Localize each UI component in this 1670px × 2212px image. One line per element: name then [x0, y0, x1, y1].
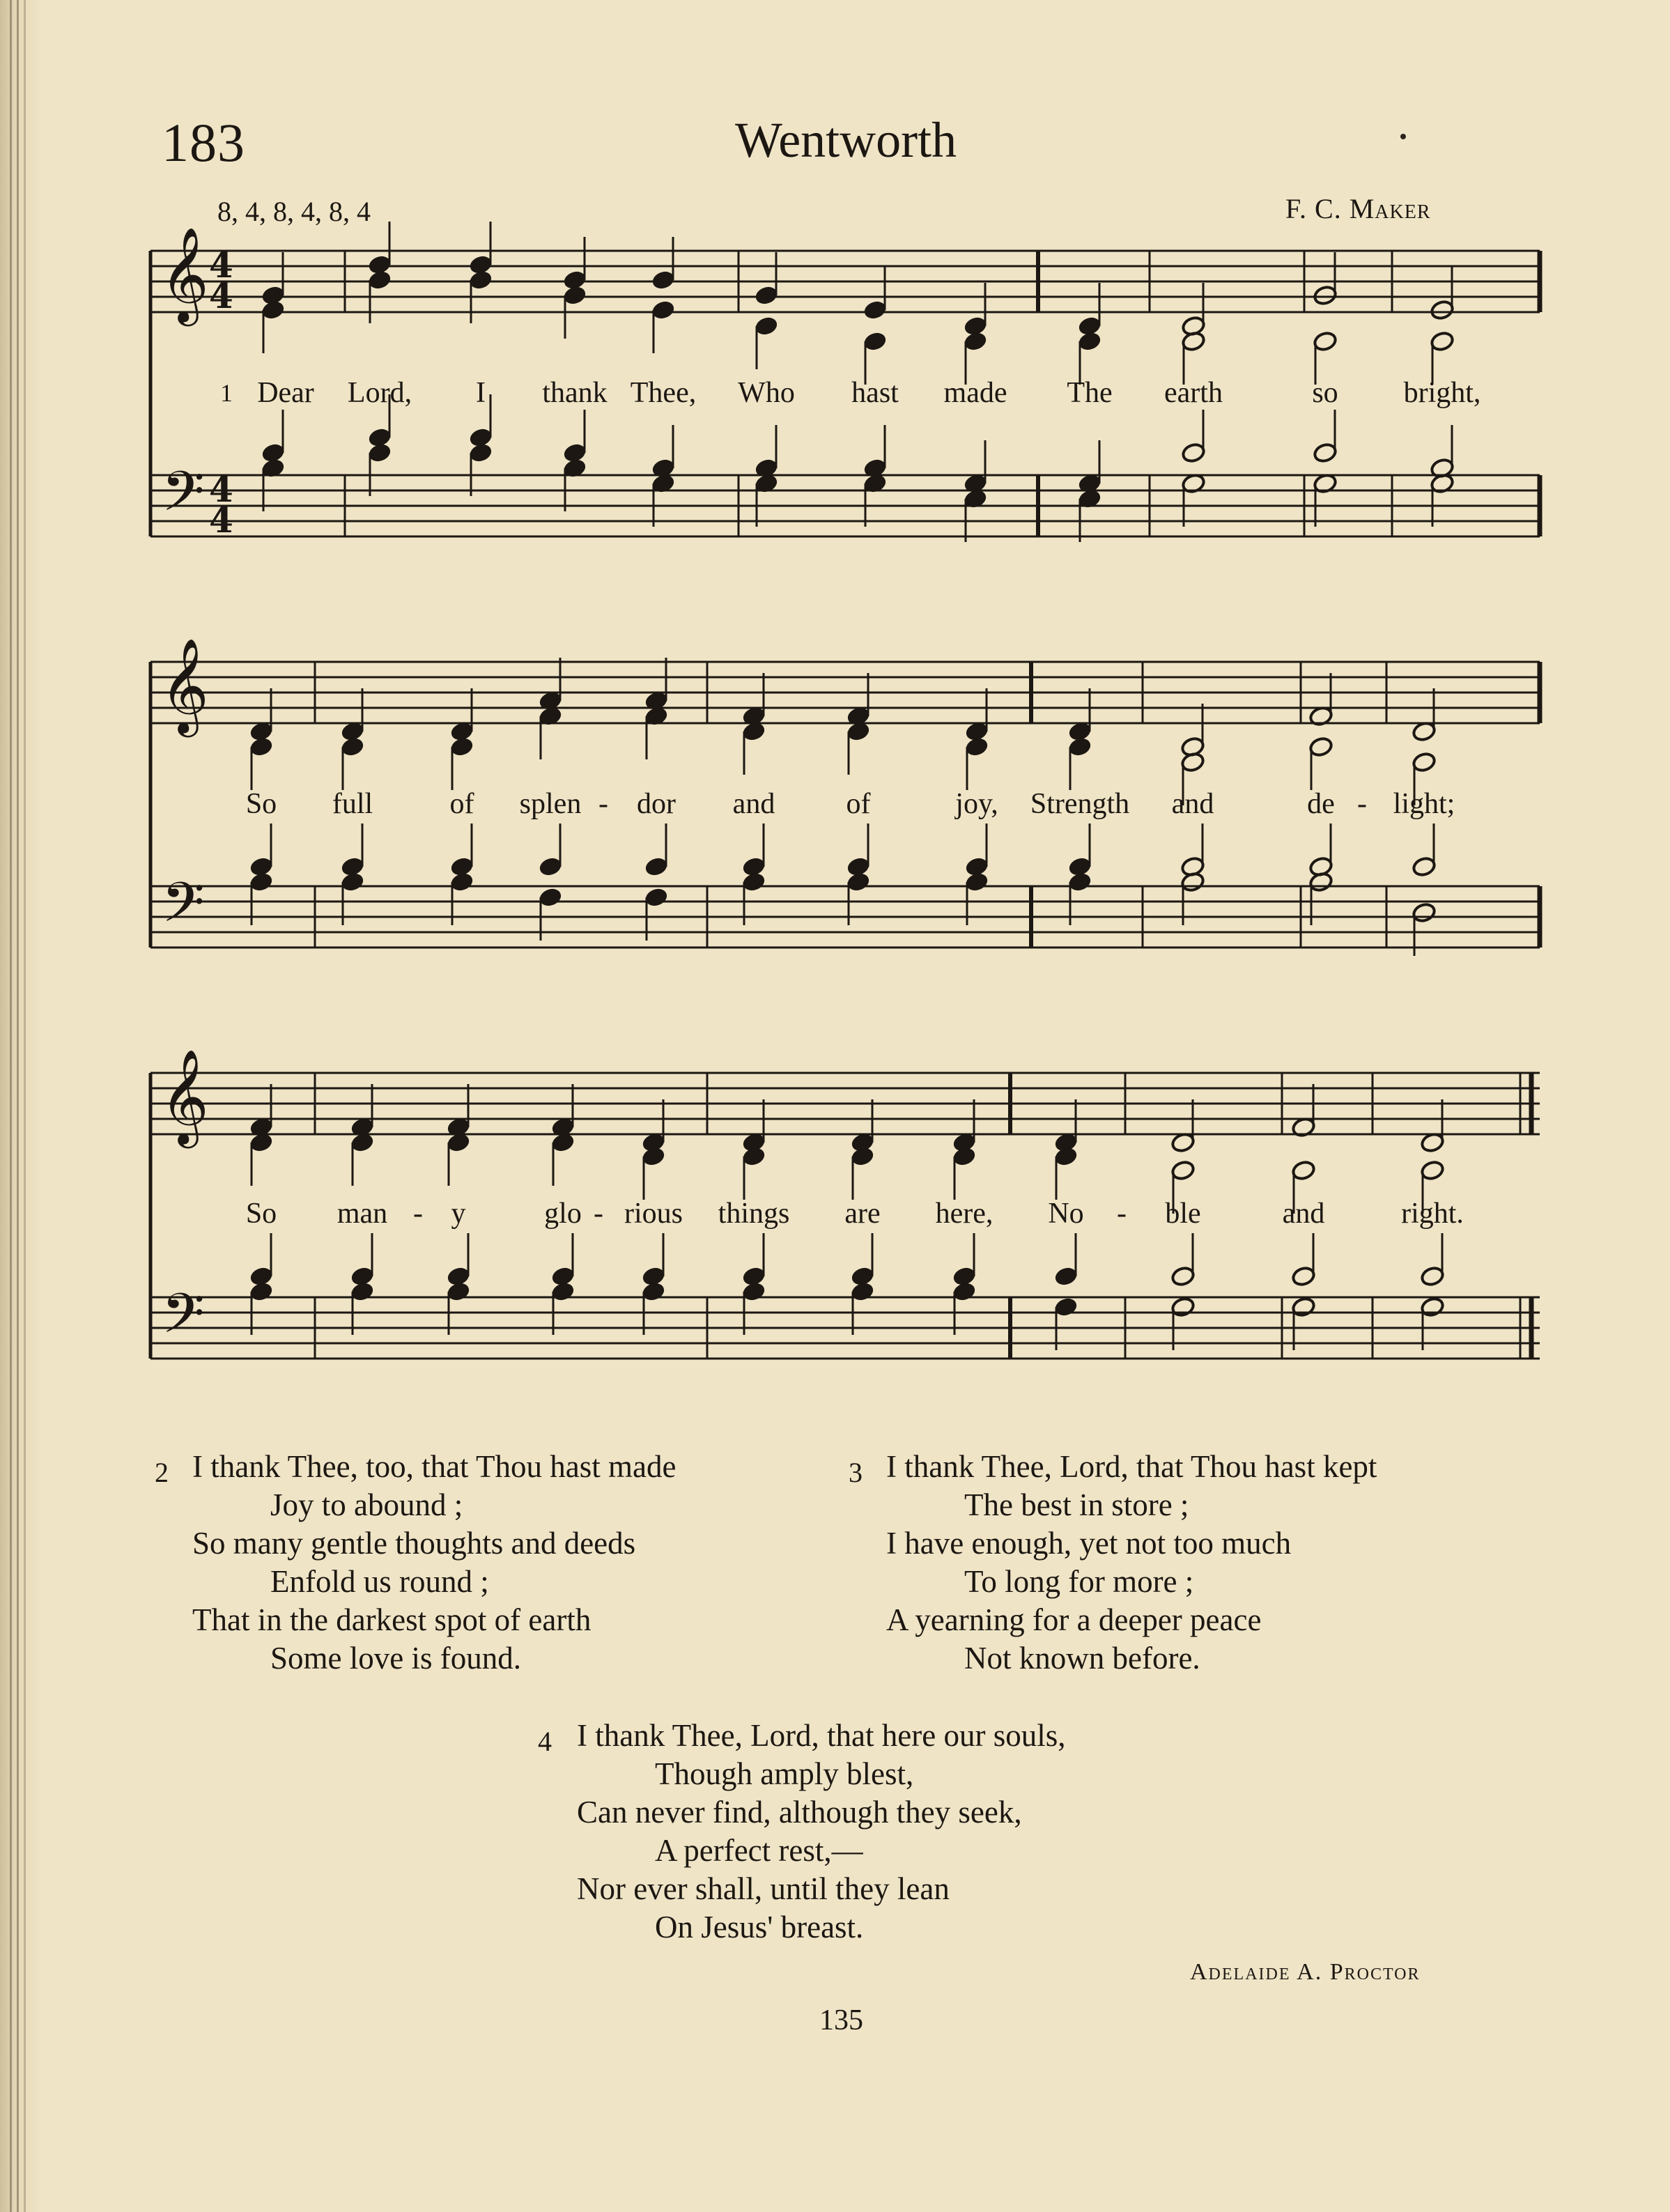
lyric-syllable: so	[1312, 377, 1338, 409]
lyric-syllable: y	[451, 1198, 466, 1230]
lyric-hyphen: -	[598, 788, 608, 820]
lyric-syllable: ble	[1165, 1198, 1201, 1230]
verse-line: To long for more ;	[964, 1564, 1194, 1599]
lyric-syllable: No	[1048, 1198, 1084, 1230]
lyric-syllable: de	[1307, 788, 1335, 820]
lyric-syllable: Strength	[1030, 788, 1130, 820]
lyric-syllable: bright,	[1403, 377, 1481, 409]
author-credit: Adelaide A. Proctor	[1190, 1959, 1421, 1985]
verse-line: Though amply blest,	[655, 1756, 914, 1791]
verse-number: 2	[155, 1457, 169, 1488]
lyric-syllable: and	[732, 788, 775, 820]
lyric-hyphen: -	[594, 1198, 603, 1230]
lyric-syllable: here,	[935, 1198, 994, 1230]
verse-3	[886, 1448, 1377, 1678]
lyric-syllable: thank	[542, 377, 608, 409]
verse-line: A perfect rest,—	[655, 1833, 863, 1868]
composer-credit: F. C. Maker	[1285, 193, 1431, 224]
lyric-syllable: glo	[544, 1198, 582, 1230]
verse-line: I thank Thee, Lord, that Thou hast kept	[886, 1449, 1377, 1484]
lyric-hyphen: -	[1117, 1198, 1127, 1230]
bass-clef: 𝄢	[162, 870, 205, 948]
lyric-syllable: Who	[738, 377, 795, 409]
treble-clef: 𝄞	[160, 1048, 209, 1144]
verse-number: 3	[849, 1457, 863, 1488]
lyric-syllable: right.	[1401, 1198, 1464, 1230]
lyric-syllable: 1	[220, 379, 233, 407]
lyric-syllable: earth	[1164, 377, 1223, 409]
lyric-syllable: Thee,	[630, 377, 697, 409]
lyric-syllable: So	[245, 788, 277, 820]
verse-4	[577, 1717, 1065, 1947]
lyric-syllable: things	[718, 1198, 790, 1230]
lyric-syllable: and	[1282, 1198, 1325, 1230]
lyric-syllable: The	[1067, 377, 1113, 409]
time-signature-digit: 4	[209, 245, 233, 286]
lyric-syllable: and	[1171, 788, 1214, 820]
verse-line: Nor ever shall, until they lean	[577, 1871, 950, 1906]
lyric-syllable: splen	[519, 788, 582, 820]
lyric-syllable: light;	[1393, 788, 1455, 820]
lyric-syllable: of	[449, 788, 474, 820]
time-signature-digit: 4	[209, 500, 233, 541]
lyric-syllable: are	[844, 1198, 881, 1230]
lyric-syllable: I	[476, 377, 486, 409]
verse-line: The best in store ;	[964, 1487, 1189, 1522]
bass-clef: 𝄢	[162, 459, 205, 537]
lyric-syllable: made	[943, 377, 1007, 409]
hymn-number: 183	[162, 112, 245, 173]
verse-line: I thank Thee, Lord, that here our souls,	[577, 1718, 1066, 1753]
lyric-hyphen: -	[413, 1198, 423, 1230]
verse-line: Can never find, although they seek,	[577, 1795, 1022, 1830]
verse-line: So many gentle thoughts and deeds	[192, 1526, 636, 1561]
time-signature-digit: 4	[209, 469, 233, 510]
lyric-syllable: of	[846, 788, 871, 820]
lyric-syllable: So	[245, 1198, 277, 1230]
verse-line: That in the darkest spot of earth	[192, 1602, 592, 1637]
verse-line: Not known before.	[964, 1641, 1200, 1676]
treble-clef: 𝄞	[160, 637, 209, 733]
lyric-syllable: full	[332, 788, 373, 820]
lyric-hyphen: -	[1357, 788, 1367, 820]
time-signature-digit: 4	[209, 275, 233, 316]
verse-line: I thank Thee, too, that Thou hast made	[192, 1449, 676, 1484]
verse-line: Joy to abound ;	[270, 1487, 463, 1522]
lyric-syllable: Dear	[257, 377, 314, 409]
verse-2	[192, 1448, 676, 1678]
lyric-syllable: rious	[624, 1198, 683, 1230]
lyric-syllable: hast	[851, 377, 899, 409]
lyric-syllable: Lord,	[347, 377, 412, 409]
bass-clef: 𝄢	[162, 1281, 205, 1359]
verse-number: 4	[538, 1726, 552, 1757]
lyric-syllable: joy,	[955, 788, 998, 820]
hymn-meter: 8, 4, 8, 4, 8, 4	[217, 196, 371, 227]
verse-line: I have enough, yet not too much	[886, 1526, 1292, 1561]
treble-clef: 𝄞	[160, 226, 209, 322]
verse-line: On Jesus' breast.	[655, 1910, 864, 1944]
verse-line: Enfold us round ;	[270, 1564, 489, 1599]
page-number: 135	[819, 2004, 863, 2036]
tune-title: Wentworth	[735, 112, 957, 168]
lyric-syllable: dor	[637, 788, 676, 820]
verse-line: A yearning for a deeper peace	[886, 1602, 1262, 1637]
verse-line: Some love is found.	[270, 1641, 521, 1676]
lyric-syllable: man	[337, 1198, 388, 1230]
